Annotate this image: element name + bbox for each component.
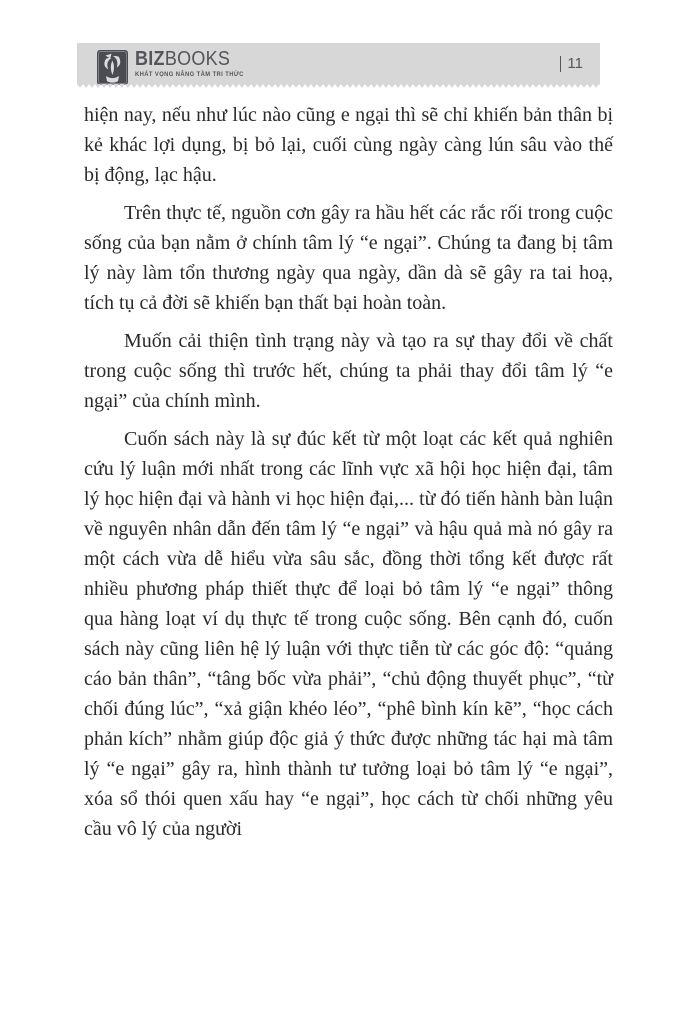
bizbooks-logo-icon <box>97 50 128 85</box>
paragraph-1: hiện nay, nếu như lúc nào cũng e ngại thì sẽ chỉ khiến bản thân bị kẻ khác lợi dụng, bị bỏ lại, cuối cùng ngày càng lún sâu vào thế bị động, lạc hậu. <box>84 104 613 186</box>
brand-name-bold: BIZ <box>135 47 165 70</box>
page-number-divider <box>560 56 561 72</box>
paragraph-3: Muốn cải thiện tình trạng này và tạo ra sự thay đổi về chất trong cuộc sống thì trước hết, chúng ta phải thay đổi tâm lý “e ngại” của chính mình. <box>84 330 613 412</box>
brand-name-light: BOOKS <box>164 47 231 70</box>
publisher-logo <box>97 43 256 85</box>
paragraph-2: Trên thực tế, nguồn cơn gây ra hầu hết các rắc rối trong cuộc sống của bạn nằm ở chính tâm lý “e ngại”. Chúng ta đang bị tâm lý này làm tổn thương ngày qua ngày, dần dà sẽ gây ra tai hoạ, tích tụ cả đời sẽ khiến bạn thất bại hoàn toàn. <box>84 202 613 314</box>
page-number-value: 11 <box>567 55 583 72</box>
page-number <box>560 55 583 72</box>
sawtooth-edge <box>77 84 600 88</box>
brand-block <box>135 49 244 79</box>
paragraph-4: Cuốn sách này là sự đúc kết từ một loạt các kết quả nghiên cứu lý luận mới nhất trong các lĩnh vực xã hội học hiện đại, tâm lý học hiện đại và hành vi học hiện đại,... từ đó tiến hành bàn luận về nguyên nhân dẫn đến tâm lý “e ngại” và hậu quả mà nó gây ra một cách vừa dễ hiểu vừa sâu sắc, đồng thời tổng kết được rất nhiều phương pháp thiết thực để loại bỏ tâm lý “e ngại” thông qua hàng loạt ví dụ thực tế trong cuộc sống. Bên cạnh đó, cuốn sách này cũng liên hệ lý luận với thực tiễn từ các góc độ: “quảng cáo bản thân”, “tâng bốc vừa phải”, “chủ động thuyết phục”, “từ chối đúng lúc”, “xả giận khéo léo”, “phê bình kín kẽ”, “học cách phản kích” nhằm giúp độc giả ý thức được những tác hại mà tâm lý “e ngại” gây ra, hình thành tư tưởng loại bỏ tâm lý “e ngại”, xóa sổ thói quen xấu hay “e ngại”, học cách từ chối những yêu cầu vô lý của người <box>84 428 613 840</box>
brand-tagline: KHÁT VỌNG NÂNG TẦM TRI THỨC <box>135 70 244 78</box>
page-header <box>77 43 600 84</box>
brand-name <box>135 49 244 69</box>
page-content <box>84 100 613 852</box>
